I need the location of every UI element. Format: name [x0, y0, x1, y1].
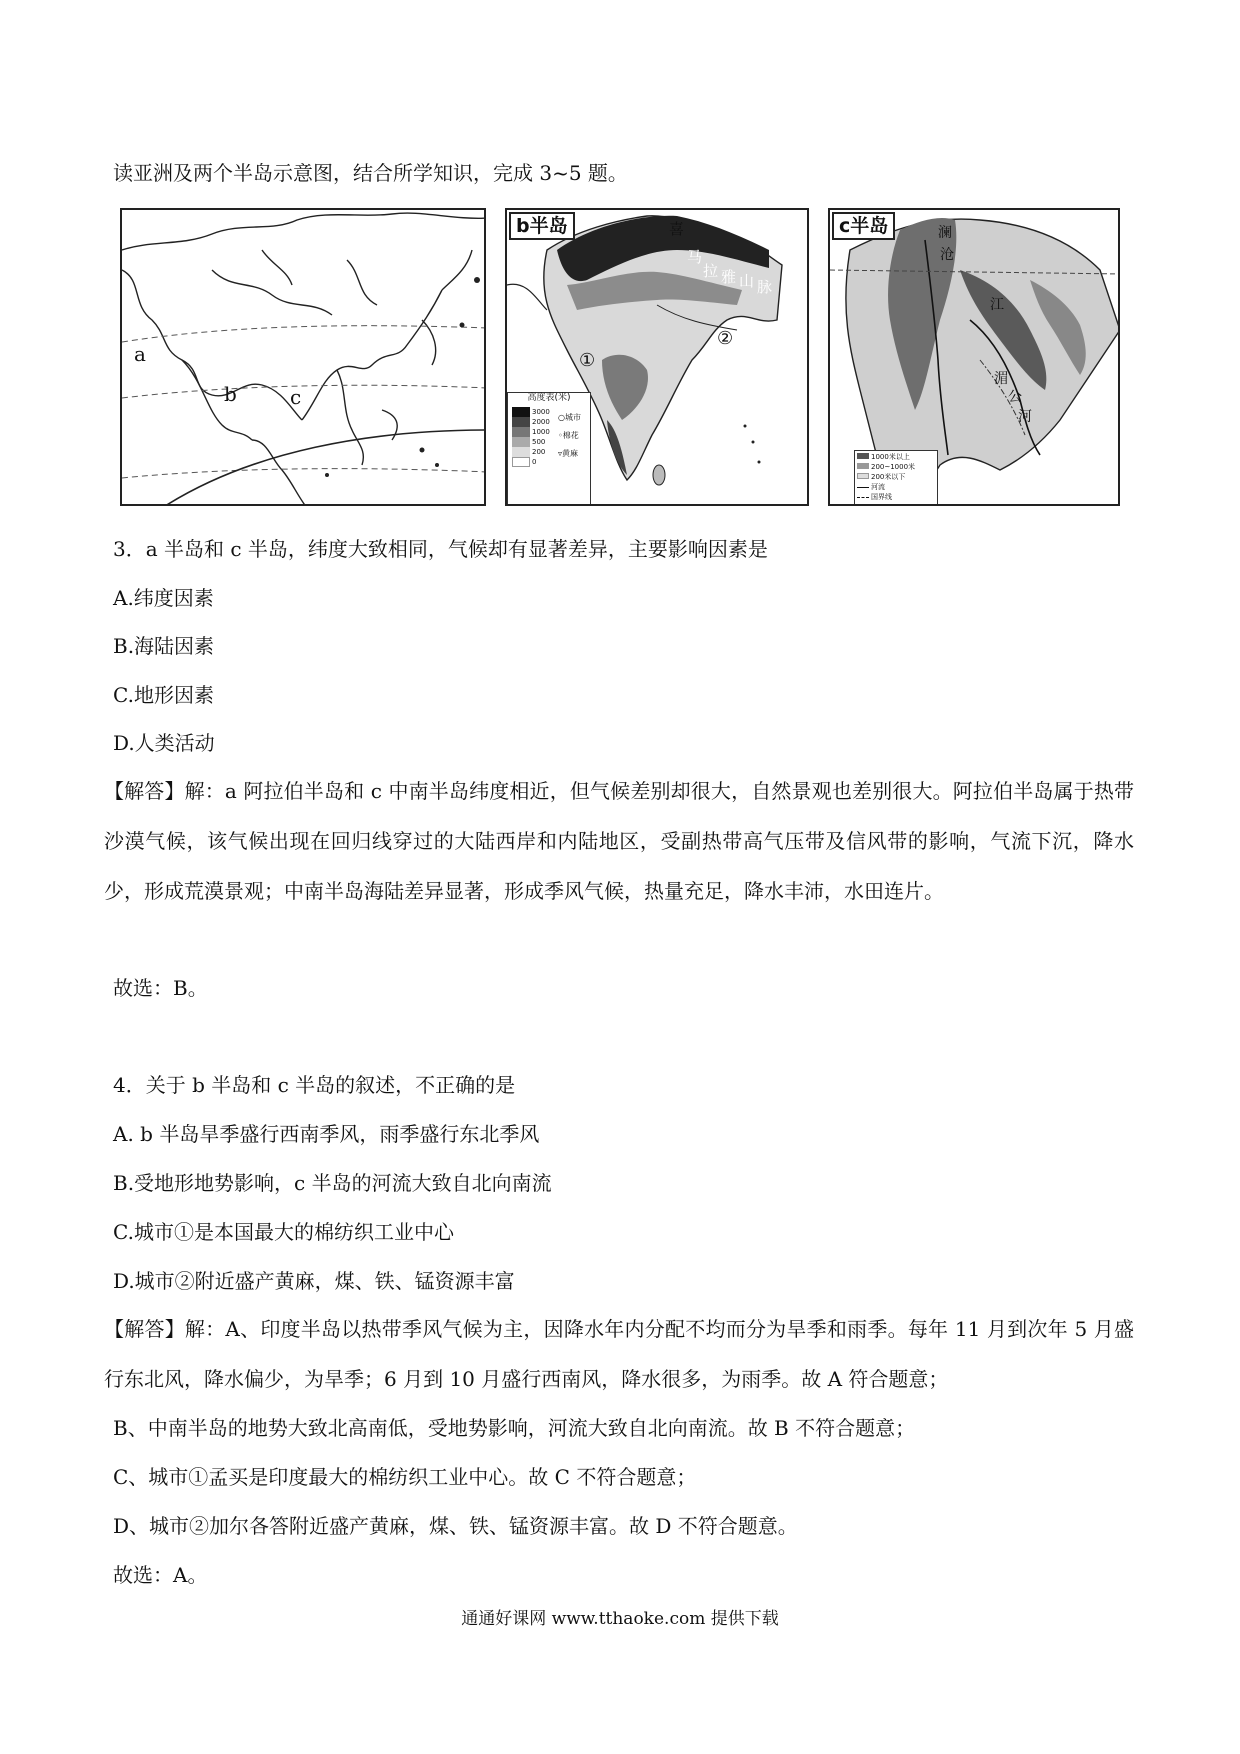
city-symbol-icon: ○ [558, 413, 565, 422]
c-place-lan: 澜 [938, 225, 952, 241]
c-map-legend [854, 450, 938, 506]
q3-option-c: C.地形因素 [113, 683, 214, 707]
b-legend-symbol: 棉花 [562, 431, 579, 440]
b-place-ma: 马 [687, 248, 703, 266]
c-legend-item: 200~1000米 [871, 463, 916, 471]
c-place-cang: 沧 [940, 247, 954, 263]
b-legend-level: 1000 [532, 428, 550, 436]
c-legend-item: 国界线 [871, 493, 892, 501]
b-legend-level: 200 [532, 448, 546, 456]
asia-map [120, 208, 486, 506]
c-legend-item: 河流 [871, 483, 885, 491]
b-map-legend [507, 392, 591, 506]
q4-answer-a: 【解答】解：A、印度半岛以热带季风气候为主，因降水年内分配不均而分为旱季和雨季。每年 11 月到次年 5 月盛行东北风，降水偏少，为旱季；6 月到 10 月盛行西南风，降水很多，为雨季。故 A 符合题意； [104, 1317, 1134, 1391]
b-legend-symbol: 城市 [564, 413, 581, 422]
label-b: b [224, 382, 237, 406]
b-map-title: b半岛 [509, 212, 575, 240]
c-legend-item: 1000米以上 [871, 453, 910, 461]
q4-option-c: C.城市①是本国最大的棉纺织工业中心 [113, 1220, 454, 1244]
c-place-jiang: 江 [990, 297, 1004, 313]
q3-option-b: B.海陆因素 [113, 634, 215, 658]
c-place-he: 河 [1018, 409, 1032, 425]
q3-answer: 【解答】解：a 阿拉伯半岛和 c 中南半岛纬度相近，但气候差别却很大，自然景观也差别很大。阿拉伯半岛属于热带沙漠气候，该气候出现在回归线穿过的大陆西岸和内陆地区，受副热带高气压带及信风带的影响，气流下沉，降水少，形成荒漠景观；中南半岛海陆差异显著，形成季风气候，热量充足，降水丰沛，水田连片。 [104, 779, 1134, 903]
q3-option-a: A.纬度因素 [113, 586, 214, 610]
page-footer: 通通好课网 www.tthaoke.com 提供下载 [461, 1609, 779, 1629]
q4-stem: 4．关于 b 半岛和 c 半岛的叙述，不正确的是 [113, 1073, 516, 1097]
jute-symbol-icon: ▿ [558, 449, 563, 458]
b-place-mai: 脉 [757, 278, 773, 296]
b-legend-ramp [512, 407, 530, 465]
c-place-mei: 湄 [994, 371, 1008, 387]
label-a: a [134, 342, 146, 366]
q3-stem: 3．a 半岛和 c 半岛，纬度大致相同，气候却有显著差异，主要影响因素是 [113, 537, 768, 561]
q4-answer-d: D、城市②加尔各答附近盛产黄麻，煤、铁、锰资源丰富。故 D 不符合题意。 [113, 1514, 798, 1538]
c-legend-swatch [857, 463, 869, 469]
b-legend-level: 2000 [532, 418, 550, 426]
b-place-shan: 山 [739, 272, 755, 290]
c-map-title: c半岛 [832, 212, 895, 240]
asia-map-drawing [122, 210, 486, 506]
c-legend-swatch [857, 453, 869, 459]
b-legend-level: 500 [532, 438, 546, 446]
river-line-icon [857, 487, 869, 488]
b-place-la: 拉 [703, 262, 719, 280]
c-place-gong: 公 [1008, 389, 1022, 405]
cotton-symbol-icon: ◦ [558, 431, 563, 440]
q3-choice: 故选：B。 [113, 976, 208, 1000]
q3-option-d: D.人类活动 [113, 731, 215, 755]
c-legend-swatch [857, 473, 869, 479]
q4-option-a: A. b 半岛旱季盛行西南季风，雨季盛行东北季风 [113, 1122, 540, 1146]
q4-option-b: B.受地形地势影响，c 半岛的河流大致自北向南流 [113, 1171, 552, 1195]
city-marker-1: ① [579, 350, 596, 371]
b-legend-title: 高度表(米) [527, 393, 571, 403]
b-legend-symbol: 黄麻 [562, 449, 579, 458]
q4-answer-c: C、城市①孟买是印度最大的棉纺织工业中心。故 C 不符合题意； [113, 1465, 697, 1489]
city-marker-2: ② [717, 328, 734, 349]
intro-text: 读亚洲及两个半岛示意图，结合所学知识，完成 3~5 题。 [113, 161, 628, 185]
c-peninsula-map [828, 208, 1120, 506]
b-legend-level: 3000 [532, 408, 550, 416]
label-c: c [290, 385, 302, 409]
c-legend-item: 200米以下 [871, 473, 906, 481]
q4-answer-b: B、中南半岛的地势大致北高南低，受地势影响，河流大致自北向南流。故 B 不符合题意； [113, 1416, 916, 1440]
b-legend-level: 0 [532, 458, 537, 466]
b-peninsula-map [505, 208, 809, 506]
q4-choice: 故选：A。 [113, 1563, 208, 1587]
border-line-icon [857, 497, 869, 498]
q4-option-d: D.城市②附近盛产黄麻，煤、铁、锰资源丰富 [113, 1269, 515, 1293]
b-place-ya: 雅 [721, 268, 737, 286]
b-place-xi: 喜 [669, 220, 685, 238]
